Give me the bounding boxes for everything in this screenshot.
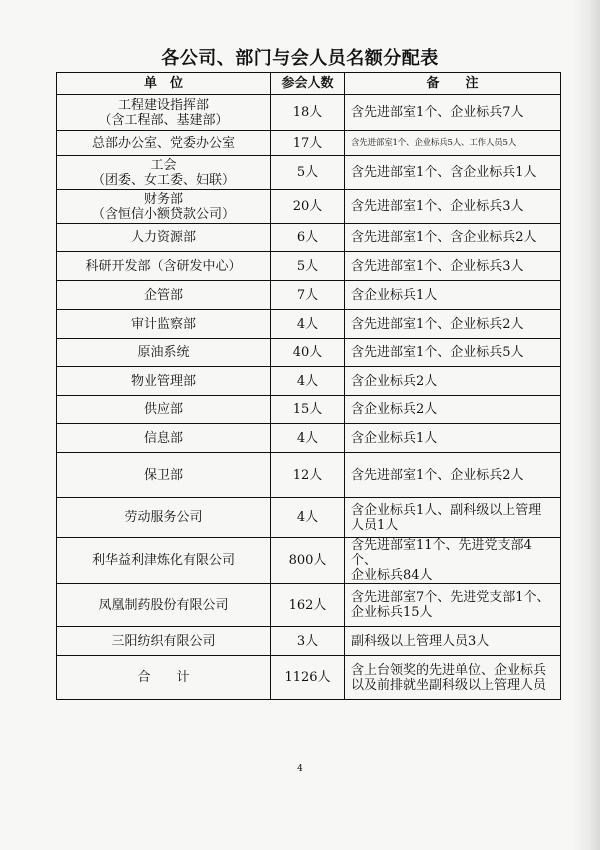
note-text: 含企业标兵2人 <box>351 373 438 389</box>
note-text: 含企业标兵2人 <box>351 402 438 417</box>
table-row <box>57 95 561 131</box>
table-row <box>57 498 561 538</box>
unit-cell <box>57 281 271 310</box>
unit-text: 供应部 <box>143 402 183 417</box>
unit-cell <box>57 656 271 700</box>
unit-text: 企管部 <box>143 287 183 303</box>
count-cell: 12人 <box>271 453 345 498</box>
count-cell: 3人 <box>271 627 345 656</box>
table-row <box>57 453 561 498</box>
unit-text: 工会 <box>150 157 177 173</box>
table-row <box>57 339 561 367</box>
note-text: 含先进部室11个、先进党支部4个、 <box>351 538 532 568</box>
note-text: 含先进部室1个、企业标兵2人 <box>351 467 524 483</box>
unit-cell <box>57 339 271 367</box>
unit-text: 三阳纺织有限公司 <box>111 633 216 649</box>
count-cell: 4人 <box>271 310 345 339</box>
unit-cell <box>57 584 271 627</box>
table-row <box>57 424 561 453</box>
note-cell <box>345 156 561 190</box>
unit-text: 工程建设指挥部 <box>117 97 209 113</box>
table-header-row <box>57 73 561 95</box>
note-cell <box>345 396 561 424</box>
count-cell: 17人 <box>271 131 345 156</box>
page-number: 4 <box>297 764 303 774</box>
note-cell <box>345 498 561 538</box>
note-text: 以及前排就坐副科级以上管理人员 <box>351 677 547 693</box>
unit-cell <box>57 190 271 224</box>
unit-cell <box>57 156 271 190</box>
table-row <box>57 131 561 156</box>
unit-text: （含恒信小额贷款公司） <box>91 206 235 222</box>
note-text: 含企业标兵1人 <box>351 430 438 446</box>
table-row <box>57 252 561 281</box>
unit-cell <box>57 310 271 339</box>
table-row <box>57 367 561 396</box>
note-text: 企业标兵84人 <box>351 568 433 583</box>
header-count: 参会人数 <box>271 73 345 95</box>
unit-text: （团委、女工委、妇联） <box>91 172 235 188</box>
note-text: 企业标兵15人 <box>351 605 433 620</box>
unit-text: （含工程部、基建部） <box>98 112 229 128</box>
table-row <box>57 190 561 224</box>
unit-text: 利华益利津炼化有限公司 <box>91 553 235 568</box>
table-row <box>57 310 561 339</box>
unit-text: 劳动服务公司 <box>124 510 203 525</box>
count-cell: 4人 <box>271 367 345 396</box>
table-row <box>57 281 561 310</box>
unit-text: 原油系统 <box>137 345 190 360</box>
note-text: 含上台领奖的先进单位、企业标兵 <box>351 662 547 678</box>
table-row <box>57 627 561 656</box>
note-cell <box>345 252 561 281</box>
note-cell <box>345 95 561 131</box>
note-text: 含先进部室1个、企业标兵3人 <box>351 258 524 274</box>
count-cell: 5人 <box>271 252 345 281</box>
table-row <box>57 224 561 252</box>
note-cell <box>345 367 561 396</box>
table-row <box>57 156 561 190</box>
note-cell <box>345 190 561 224</box>
unit-cell <box>57 424 271 453</box>
count-cell: 20人 <box>271 190 345 224</box>
unit-cell <box>57 453 271 498</box>
note-cell <box>345 310 561 339</box>
unit-cell <box>57 224 271 252</box>
unit-cell <box>57 95 271 131</box>
header-unit: 单 位 <box>57 73 271 95</box>
note-text: 人员1人 <box>351 517 399 533</box>
unit-text: 保卫部 <box>143 467 183 483</box>
count-cell: 7人 <box>271 281 345 310</box>
count-cell: 15人 <box>271 396 345 424</box>
table-row <box>57 396 561 424</box>
note-text: 含先进部室1个、企业标兵7人 <box>351 105 524 120</box>
note-text: 含企业标兵1人 <box>351 287 438 303</box>
note-cell <box>345 131 561 156</box>
note-text: 含先进部室1个、企业标兵5人 <box>351 345 524 360</box>
note-cell <box>345 424 561 453</box>
header-note: 备 注 <box>345 73 561 95</box>
note-text: 含先进部室1个、含企业标兵1人 <box>351 165 537 180</box>
unit-text: 科研开发部（含研发中心） <box>85 258 242 274</box>
unit-cell <box>57 498 271 538</box>
count-cell: 1126人 <box>271 656 345 700</box>
scan-shadow <box>572 0 600 850</box>
note-cell <box>345 584 561 627</box>
note-text: 含先进部室7个、先进党支部1个、 <box>351 590 550 605</box>
unit-cell <box>57 538 271 584</box>
note-cell <box>345 627 561 656</box>
count-cell: 6人 <box>271 224 345 252</box>
note-cell <box>345 339 561 367</box>
count-cell: 5人 <box>271 156 345 190</box>
note-cell <box>345 656 561 700</box>
count-cell: 4人 <box>271 498 345 538</box>
table-row <box>57 584 561 627</box>
unit-text: 人力资源部 <box>130 230 196 245</box>
note-text: 含先进部室1个、企业标兵3人 <box>351 199 524 214</box>
note-cell <box>345 538 561 584</box>
unit-text: 凤凰制药股份有限公司 <box>98 597 229 613</box>
count-cell: 162人 <box>271 584 345 627</box>
count-cell: 800人 <box>271 538 345 584</box>
table-row <box>57 656 561 700</box>
unit-text: 合 计 <box>137 670 190 685</box>
note-cell <box>345 281 561 310</box>
unit-text: 审计监察部 <box>130 316 196 332</box>
note-cell <box>345 224 561 252</box>
note-text: 含先进部室1个、企业标兵2人 <box>351 316 524 332</box>
note-cell <box>345 453 561 498</box>
note-text: 含先进部室1个、企业标兵5人、工作人员5人 <box>351 137 517 148</box>
note-text: 副科级以上管理人员3人 <box>351 633 490 649</box>
allocation-table <box>56 72 561 700</box>
count-cell: 4人 <box>271 424 345 453</box>
unit-cell <box>57 367 271 396</box>
unit-cell <box>57 131 271 156</box>
unit-cell <box>57 396 271 424</box>
note-text: 含企业标兵1人、副科级以上管理 <box>351 502 542 518</box>
unit-cell <box>57 627 271 656</box>
count-cell: 40人 <box>271 339 345 367</box>
unit-text: 信息部 <box>143 430 183 446</box>
page-title: 各公司、部门与会人员名额分配表 <box>161 48 439 69</box>
unit-text: 总部办公室、党委办公室 <box>91 135 235 151</box>
unit-cell <box>57 252 271 281</box>
table-row <box>57 538 561 584</box>
count-cell: 18人 <box>271 95 345 131</box>
unit-text: 物业管理部 <box>130 373 196 389</box>
unit-text: 财务部 <box>143 191 183 207</box>
note-text: 含先进部室1个、含企业标兵2人 <box>351 230 537 245</box>
